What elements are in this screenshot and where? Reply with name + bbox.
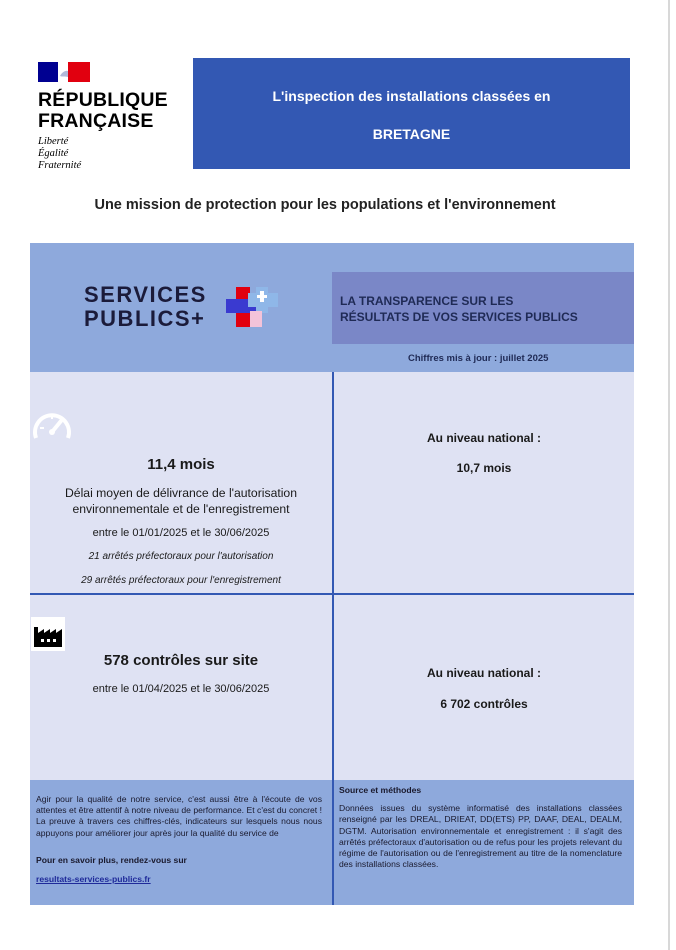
indicator1-national-value: 10,7 mois [456, 461, 512, 475]
logo-name: RÉPUBLIQUE FRANÇAISE [38, 89, 168, 132]
indicator1-description: Délai moyen de délivrance de l'autorisation environnementale et de l'enregistrement [65, 486, 297, 516]
source-text: Données issues du système informatisé des installations classées renseigné par les DREAL, DRIEAT, DD(ETS) PP, DAAF, DEAL, DEALM, DGTM. Autorisation environnementale et enregistrement : il s'agit des arrêtés préfectoraux d'autorisation ou de refus pour les projets relevant du régime de l'autorisation ou de l'enregistrement au titre de la nomenclature des installations classées. [339, 803, 622, 870]
source-title: Source et méthodes [339, 785, 422, 795]
indicator2-national-label: Au niveau national : [426, 666, 541, 680]
republique-francaise-logo [38, 62, 178, 172]
logo-motto: Liberté Égalité Fraternité [38, 136, 82, 171]
factory-icon [31, 617, 65, 651]
speedometer-icon [32, 408, 72, 444]
services-publics-plus-icon [226, 285, 280, 331]
more-info-label: Pour en savoir plus, rendez-vous sur [36, 854, 187, 865]
row-divider [30, 593, 634, 595]
quality-statement: Agir pour la qualité de notre service, c'est aussi être à l'écoute de vos attentes et être attentif à notre niveau de performance. Et c'est du concret ! La preuve à travers ces chiffres-clés, indicateurs sur lesquels nous nous appuyons pour améliorer jour après jour la qualité du service de [36, 794, 322, 838]
footer-left-text [36, 794, 322, 885]
indicator2-period: entre le 01/04/2025 et le 30/06/2025 [92, 683, 270, 695]
header-title: L'inspection des installations classées en [272, 88, 551, 104]
footer-source [339, 785, 622, 870]
indicator1-national-label: Au niveau national : [426, 431, 541, 445]
indicator1-note-registration: 29 arrêtés préfectoraux pour l'enregistrement [81, 575, 281, 586]
transparency-line1: LA TRANSPARENCE SUR LES [340, 294, 514, 308]
column-divider [332, 372, 334, 905]
transparency-line2: RÉSULTATS DE VOS SERVICES PUBLICS [340, 310, 578, 324]
results-link[interactable]: resultats-services-publics.fr [36, 874, 151, 885]
header-region: BRETAGNE [372, 126, 451, 142]
french-flag-icon [38, 62, 90, 82]
indicator1-note-authorisation: 21 arrêtés préfectoraux pour l'autorisation [88, 551, 274, 562]
page-subtitle: Une mission de protection pour les populations et l'environnement [94, 197, 556, 213]
indicator2-value: 578 contrôles sur site [103, 652, 259, 669]
page-edge [668, 0, 670, 950]
update-date: Chiffres mis à jour : juillet 2025 [408, 353, 549, 364]
indicator1-national-cell [334, 372, 634, 593]
indicator1-value: 11,4 mois [147, 456, 215, 473]
header-box [193, 58, 630, 169]
indicator2-national-value: 6 702 contrôles [440, 697, 528, 711]
indicator1-period: entre le 01/01/2025 et le 30/06/2025 [92, 527, 270, 539]
indicator2-national-cell [334, 595, 634, 780]
services-publics-brand: SERVICES PUBLICS+ [84, 282, 207, 331]
transparency-box [332, 272, 634, 344]
